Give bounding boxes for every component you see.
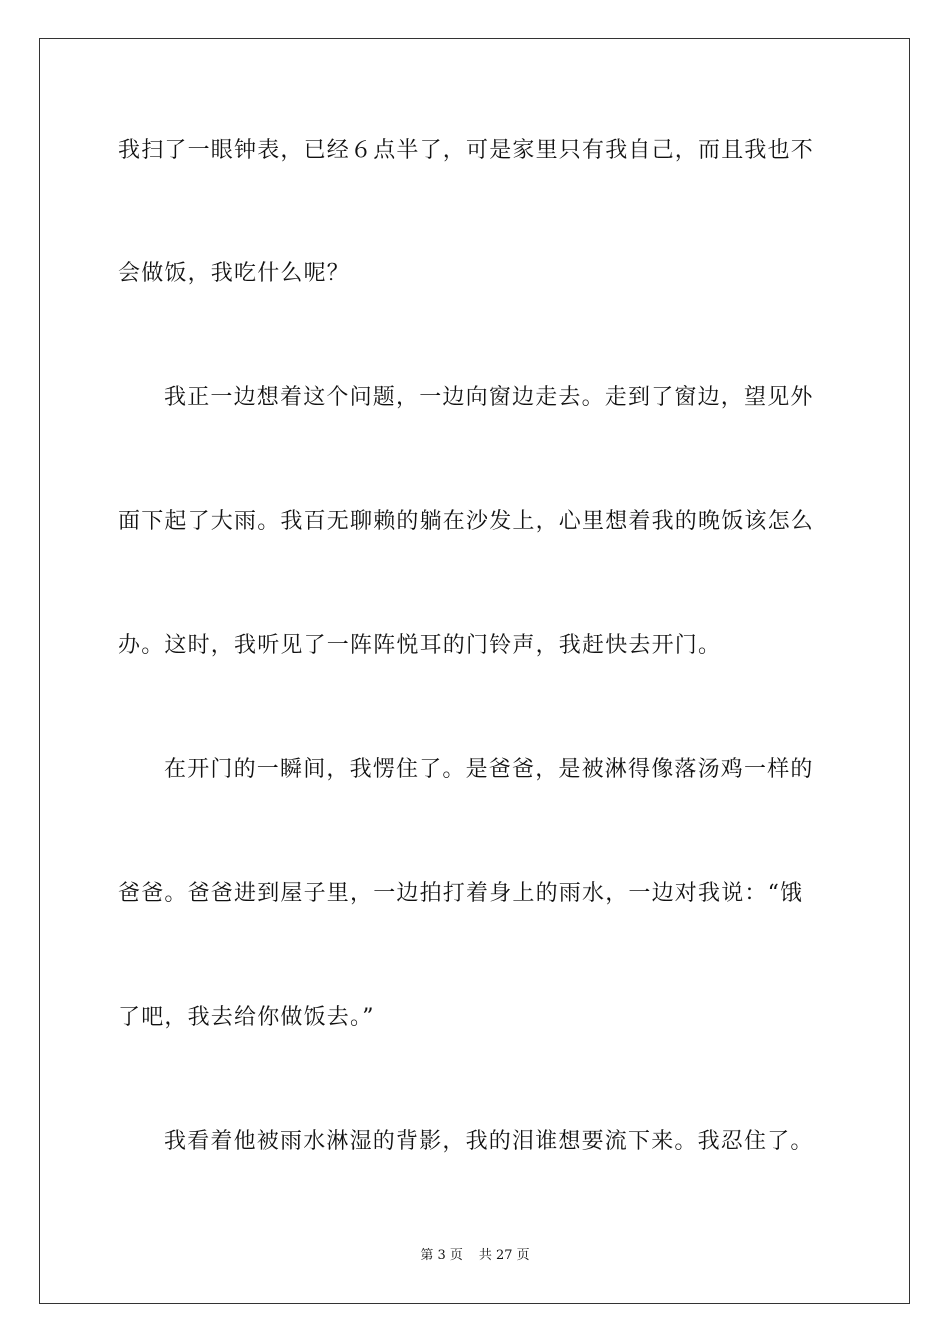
paragraph-line-6: 在开门的一瞬间，我愣住了。是爸爸，是被淋得像落汤鸡一样的 <box>164 757 814 782</box>
page-footer <box>0 1247 950 1265</box>
paragraph-line-9: 我看着他被雨水淋湿的背影，我的泪谁想要流下来。我忍住了。 <box>164 1129 814 1154</box>
total-page-count: 共 27 页 <box>478 1248 530 1263</box>
page-border <box>39 38 910 1304</box>
paragraph-line-4: 面下起了大雨。我百无聊赖的躺在沙发上，心里想着我的晚饭该怎么 <box>118 509 815 534</box>
paragraph-line-7: 爸爸。爸爸进到屋子里，一边拍打着身上的雨水，一边对我说：“饿 <box>118 881 804 906</box>
paragraph-line-3: 我正一边想着这个问题，一边向窗边走去。走到了窗边，望见外 <box>164 385 814 410</box>
paragraph-line-8: 了吧，我去给你做饭去。” <box>118 1005 375 1030</box>
paragraph-line-1: 我扫了一眼钟表，已经６点半了，可是家里只有我自己，而且我也不 <box>118 138 815 163</box>
paragraph-line-2: 会做饭，我吃什么呢？ <box>118 261 351 286</box>
current-page-number: 第 3 页 <box>420 1248 463 1263</box>
paragraph-line-5: 办。这时，我听见了一阵阵悦耳的门铃声，我赶快去开门。 <box>118 633 722 658</box>
